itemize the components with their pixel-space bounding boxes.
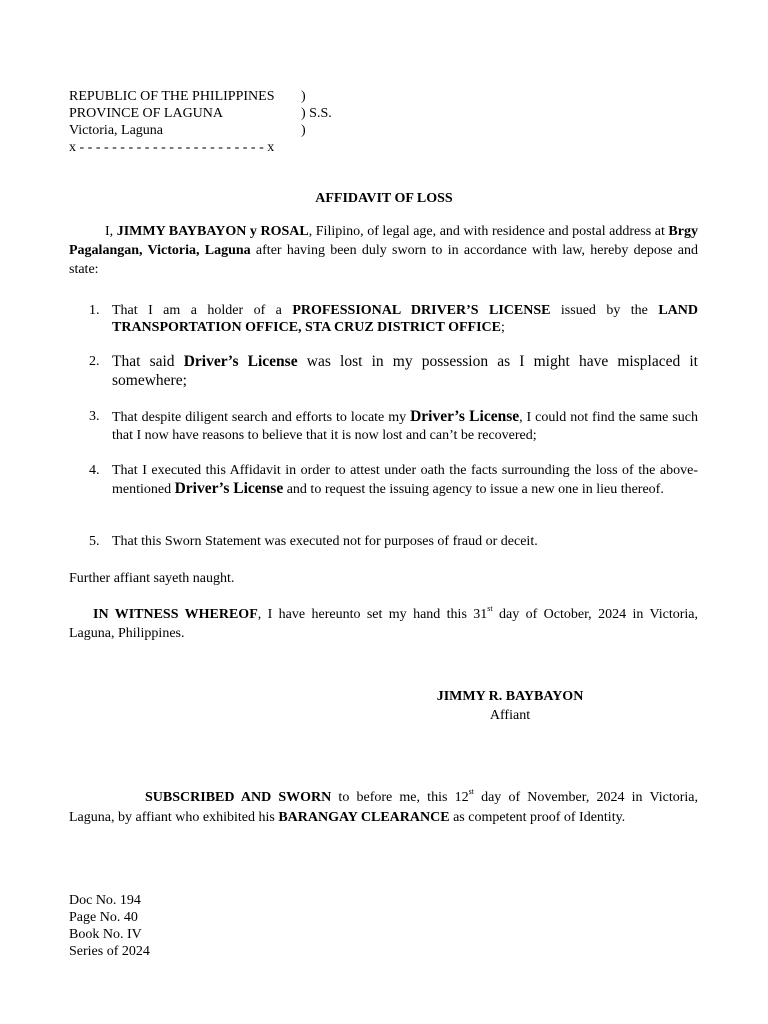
venue-line-1 (69, 88, 306, 105)
item-text: and to request the issuing agency to issue a new one in lieu thereof. (283, 482, 664, 497)
list-text (112, 302, 698, 336)
witness-heading: IN WITNESS WHEREOF (93, 607, 258, 622)
license-name: Driver’s License (183, 353, 298, 370)
ordinal-suffix: st (487, 604, 493, 614)
item-text: That I am a holder of a (112, 303, 293, 318)
jurat-heading: SUBSCRIBED AND SWORN (145, 790, 332, 805)
affiant-full-name: JIMMY BAYBAYON y ROSAL (116, 224, 309, 239)
further-statement: Further affiant sayeth naught. (69, 571, 235, 586)
book-number: Book No. IV (69, 927, 142, 942)
affiant-label: Affiant (489, 708, 531, 723)
ordinal-suffix: st (468, 787, 474, 797)
venue-town: Victoria, Laguna (69, 123, 164, 138)
list-text (112, 408, 698, 445)
item-text: That I executed this Affidavit in order to attest under oath the facts surrounding the loss of the above-mentioned (112, 463, 698, 497)
intro-text: , Filipino, of legal age, and with residence and postal address at (308, 224, 669, 239)
list-number: 2. (89, 354, 100, 369)
list-number: 5. (89, 534, 100, 549)
item-text: issued by the (550, 303, 659, 318)
jurat-text: day of November, 2024 in Victoria, Laguna, by affiant who exhibited his (69, 790, 698, 825)
list-item (89, 408, 698, 445)
license-type: PROFESSIONAL DRIVER’S LICENSE (292, 303, 551, 318)
list-item (89, 533, 698, 550)
license-name: Driver’s License (174, 480, 284, 497)
jurat-paragraph (69, 788, 698, 828)
notarial-register (69, 892, 150, 960)
series-year: Series of 2024 (69, 944, 150, 959)
list-number: 4. (89, 463, 100, 478)
witness-paragraph (69, 605, 698, 643)
issuing-office: LAND TRANSPORTATION OFFICE, STA CRUZ DISTRICT OFFICE (112, 303, 698, 335)
document-title: AFFIDAVIT OF LOSS (315, 191, 453, 206)
list-text (112, 462, 698, 499)
list-text (112, 352, 698, 390)
intro-text: after having been duly sworn to in accordance with law, hereby depose and state: (69, 243, 698, 277)
jurat-text: to before me, this 12 (331, 790, 469, 805)
intro-text: I, (105, 224, 117, 239)
list-item (89, 352, 698, 390)
venue-separator: x - - - - - - - - - - - - - - - - - - - - - - - x (69, 140, 275, 155)
venue-line-3 (69, 122, 306, 139)
license-name: Driver’s License (410, 408, 520, 425)
doc-number: Doc No. 194 (69, 893, 141, 908)
page-number: Page No. 40 (69, 910, 138, 925)
witness-text: day of October, 2024 in Victoria, Laguna, Philippines. (69, 607, 698, 641)
venue-line-2 (69, 105, 332, 122)
jurat-text: as competent proof of Identity. (449, 810, 626, 825)
intro-paragraph (69, 222, 698, 279)
venue-mark-1: ) (301, 89, 306, 104)
venue-mark-ss: ) S.S. (301, 106, 332, 121)
venue-block (69, 88, 332, 156)
witness-text: , I have hereunto set my hand this 31 (257, 607, 488, 622)
item-text: That said (112, 353, 184, 370)
list-number: 3. (89, 409, 100, 424)
list-text (112, 533, 698, 550)
item-text: That despite diligent search and efforts to locate my (112, 410, 411, 425)
affiant-name: JIMMY R. BAYBAYON (436, 689, 584, 704)
signature-block (300, 687, 720, 725)
affiant-address: Brgy Pagalangan, Victoria, Laguna (69, 224, 698, 258)
item-text: ; (500, 320, 505, 335)
item-text: That this Sworn Statement was executed not for purposes of fraud or deceit. (112, 534, 538, 549)
venue-line-4 (69, 139, 275, 156)
venue-mark-3: ) (301, 123, 306, 138)
list-number: 1. (89, 303, 100, 318)
proof-of-identity: BARANGAY CLEARANCE (278, 810, 450, 825)
venue-province: PROVINCE OF LAGUNA (69, 106, 224, 121)
list-item (89, 302, 698, 336)
venue-republic: REPUBLIC OF THE PHILIPPINES (69, 89, 275, 104)
item-text: , I could not find the same such that I now have reasons to believe that it is now lost and can’t be recovered; (112, 410, 698, 443)
list-item (89, 462, 698, 499)
item-text: was lost in my possession as I might have misplaced it somewhere; (112, 353, 698, 389)
